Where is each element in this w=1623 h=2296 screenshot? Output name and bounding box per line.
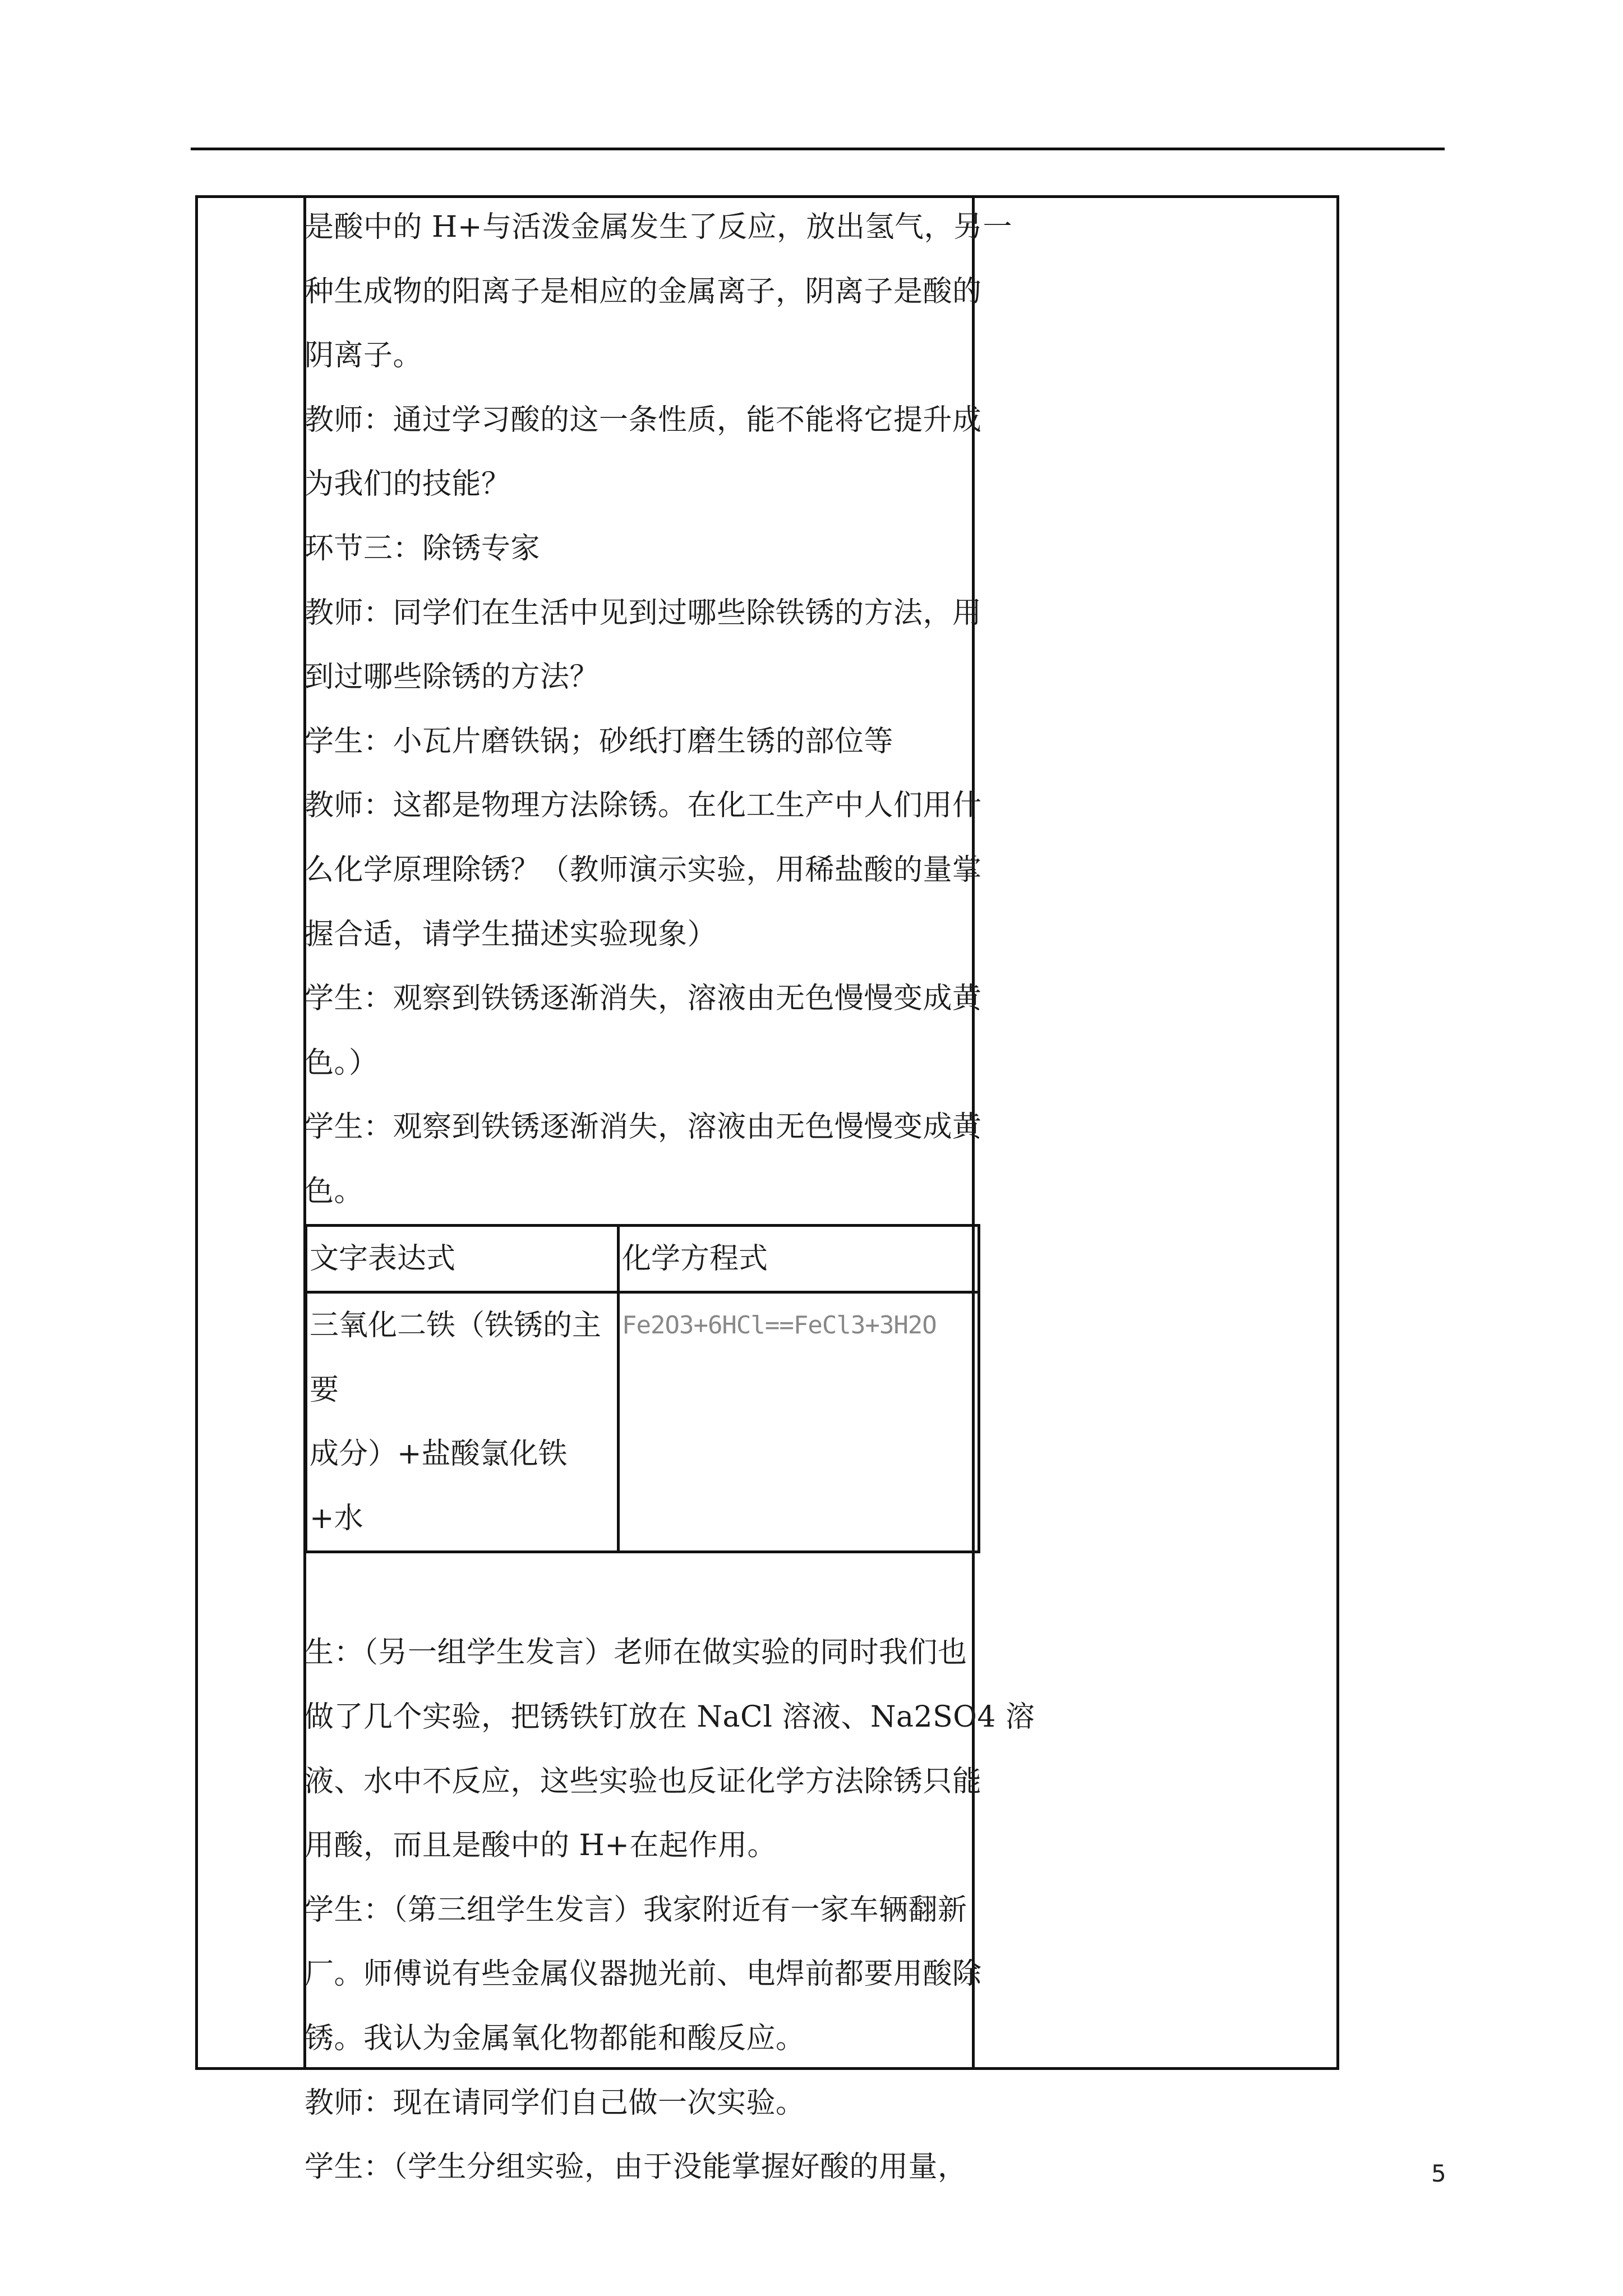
- text-line: 为我们的技能？: [305, 467, 511, 501]
- text-line: 阴离子。: [305, 339, 423, 373]
- header-word-equation: 文字表达式: [306, 1225, 619, 1292]
- text-line: 厂。师傅说有些金属仪器抛光前、电焊前都要用酸除: [305, 1957, 982, 1991]
- word-equation-cell: [306, 1292, 619, 1552]
- text-line: 学生：（学生分组实验，由于没能掌握好酸的用量，: [305, 2150, 967, 2184]
- text-line: 是酸中的 H+与活泼金属发生了反应，放出氢气，另一: [305, 210, 1012, 244]
- text-line: 学生：观察到铁锈逐渐消失，溶液由无色慢慢变成黄: [305, 1110, 982, 1144]
- chemical-equation-cell: [619, 1292, 979, 1552]
- text-line: 教师：现在请同学们自己做一次实验。: [305, 2086, 805, 2120]
- word-equation-line: 三氧化二铁（铁锈的主要: [310, 1309, 602, 1407]
- text-line: 教师：同学们在生活中见到过哪些除铁锈的方法，用: [305, 596, 982, 630]
- text-line: 学生：观察到铁锈逐渐消失，溶液由无色慢慢变成黄: [305, 982, 982, 1016]
- text-line: 锈。我认为金属氧化物都能和酸反应。: [305, 2022, 805, 2056]
- header-rule: [191, 148, 1445, 150]
- text-line: 教师：通过学习酸的这一条性质，能不能将它提升成: [305, 403, 982, 437]
- text-line: 握合适，请学生描述实验现象）: [305, 917, 717, 951]
- lesson-content: [305, 195, 1035, 2200]
- page-number: 5: [1431, 2160, 1446, 2187]
- text-line: 么化学原理除锈？（教师演示实验，用稀盐酸的量掌: [305, 853, 982, 887]
- text-line: 做了几个实验，把锈铁钉放在 NaCl 溶液、Na2SO4 溶: [305, 1700, 1035, 1734]
- text-line: 学生：小瓦片磨铁锅；砂纸打磨生锈的部位等: [305, 724, 894, 758]
- text-line: 用酸，而且是酸中的 H+在起作用。: [305, 1829, 777, 1863]
- text-line: 环节三：除锈专家: [305, 531, 541, 565]
- text-line: 液、水中不反应，这些实验也反证化学方法除锈只能: [305, 1764, 982, 1798]
- header-chemical-equation: 化学方程式: [619, 1225, 979, 1292]
- table-row: [306, 1292, 979, 1552]
- blank-line: [305, 1553, 972, 1621]
- text-line: 色。: [305, 1174, 364, 1208]
- text-line: 教师：这都是物理方法除锈。在化工生产中人们用什: [305, 789, 982, 823]
- paragraph-after-table: [305, 1621, 1035, 2199]
- word-equation-line: 成分）+盐酸氯化铁+水: [310, 1437, 568, 1535]
- text-line: 到过哪些除锈的方法？: [305, 660, 600, 694]
- paragraph-before-table: [305, 195, 1012, 1224]
- text-line: 生：（另一组学生发言）老师在做实验的同时我们也: [305, 1636, 967, 1670]
- text-line: 种生成物的阳离子是相应的金属离子，阴离子是酸的: [305, 274, 982, 309]
- text-line: 色。）: [305, 1046, 379, 1080]
- chemical-equation: Fe2O3+6HCl==FeCl3+3H2O: [622, 1311, 937, 1340]
- text-line: 学生：（第三组学生发言）我家附近有一家车辆翻新: [305, 1893, 967, 1927]
- reaction-table: [305, 1224, 980, 1554]
- table-row: [306, 1225, 979, 1292]
